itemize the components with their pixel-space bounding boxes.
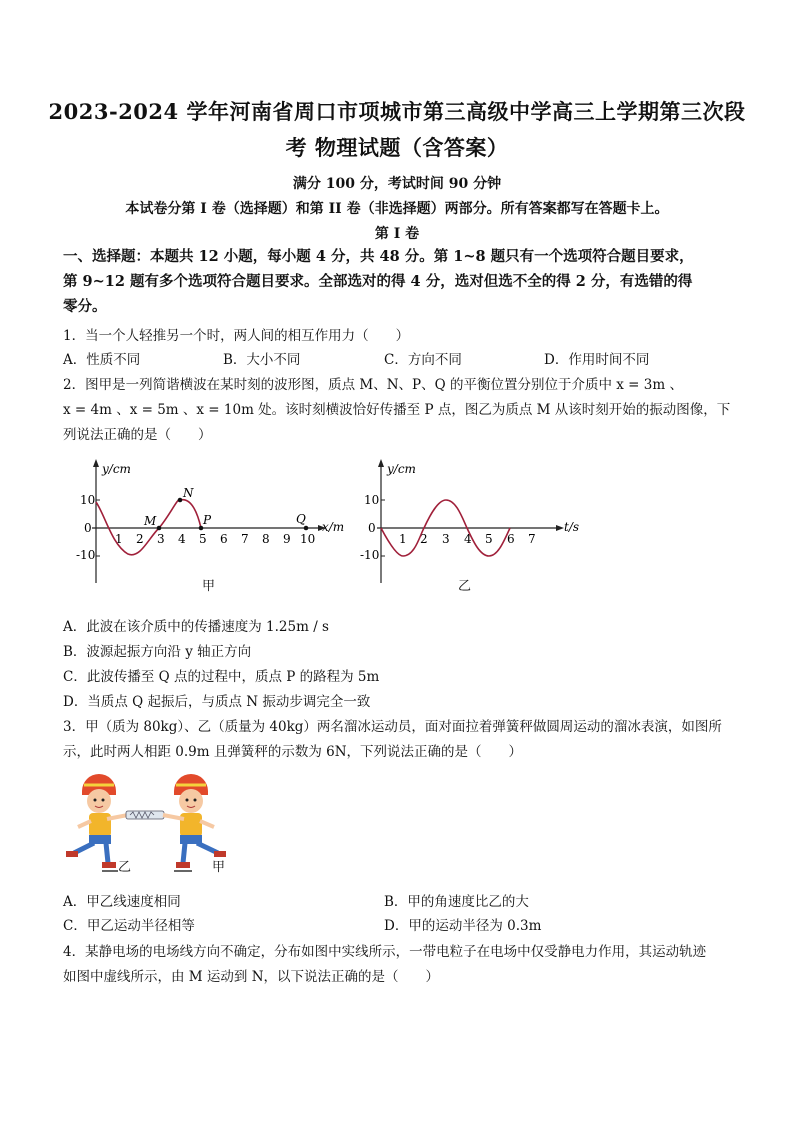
jia-x-tick: 9 [283, 532, 291, 546]
q1-stem: 1．当一个人轻推另一个时，两人间的相互作用力（ ） [63, 328, 410, 344]
yi-x-axis-label: t/s [564, 520, 580, 534]
jia-x-tick: 2 [136, 532, 144, 546]
skater-jia-label: 甲 [212, 860, 226, 875]
jia-y-axis-label: y/cm [102, 462, 131, 476]
q3-stem-line1: 3．甲（质为 80kg）、乙（质量为 40kg）两名溜冰运动员，面对面拉着弹簧秤做圆周运动的溜冰表演，如图所 [63, 719, 722, 735]
jia-x-ticks [115, 532, 315, 546]
jia-x-tick: 3 [157, 532, 165, 546]
figure-yi-caption: 乙 [458, 579, 472, 594]
jia-y-tick-neg10: -10 [76, 548, 96, 562]
yi-y-tick-neg10: -10 [360, 548, 380, 562]
q4-stem-line2: 如图中虚线所示，由 M 运动到 N，以下说法正确的是（ ） [63, 969, 440, 985]
section1-line1: 一、选择题：本题共 12 小题，每小题 4 分，共 48 分。第 1~8 题只有一个选项符合题目要求， [63, 248, 694, 265]
skater-yi-label: 乙 [118, 860, 132, 875]
yi-x-tick: 7 [528, 532, 536, 546]
section1-instructions [63, 244, 735, 319]
figure-jia-caption: 甲 [202, 579, 216, 594]
yi-x-tick: 1 [399, 532, 407, 546]
q2-option-a: A．此波在该介质中的传播速度为 1.25m / s [63, 619, 329, 635]
volume-heading: 第 I 卷 [374, 226, 420, 242]
exam-title-line2: 考 物理试题（含答案） [285, 135, 509, 160]
q1-option-c: C．方向不同 [384, 352, 462, 368]
score-time-note: 满分 100 分，考试时间 90 分钟 [292, 176, 502, 192]
yi-y-tick-0: 0 [368, 521, 376, 535]
yi-x-tick: 3 [442, 532, 450, 546]
figure-yi-vibration [350, 455, 600, 600]
yi-x-tick: 2 [420, 532, 428, 546]
q3-stem-line2: 示，此时两人相距 0.9m 且弹簧秤的示数为 6N，下列说法正确的是（ ） [63, 744, 523, 760]
q2-stem-line1: 2．图甲是一列简谐横波在某时刻的波形图，质点 M、N、P、Q 的平衡位置分别位于介质中 x = 3m 、 [63, 377, 683, 393]
point-m-label: M [144, 514, 157, 528]
jia-x-axis-label: x/m [322, 520, 345, 534]
point-n-label: N [183, 486, 194, 500]
q2-option-d: D．当质点 Q 起振后，与质点 N 振动步调完全一致 [63, 694, 371, 710]
yi-y-axis-label: y/cm [387, 462, 416, 476]
point-q-dot [304, 526, 309, 531]
jia-y-tick-0: 0 [84, 521, 92, 535]
q1-option-a: A．性质不同 [63, 352, 141, 368]
exam-title-line1: 2023-2024 学年河南省周口市项城市第三高级中学高三上学期第三次段 [48, 99, 746, 124]
jia-y-tick-10: 10 [80, 493, 96, 507]
section1-line3: 零分。 [63, 298, 107, 315]
q3-option-d: D．甲的运动半径为 0.3m [384, 918, 542, 934]
q4-stem-line1: 4．某静电场的电场线方向不确定，分布如图中实线所示，一带电粒子在电场中仅受静电力作用，其运动轨迹 [63, 944, 707, 960]
jia-x-tick: 5 [199, 532, 207, 546]
point-q-label: Q [296, 512, 306, 526]
point-m-dot [157, 526, 162, 531]
q3-option-c: C．甲乙运动半径相等 [63, 918, 195, 934]
jia-x-tick: 10 [300, 532, 316, 546]
q1-option-b: B．大小不同 [223, 352, 301, 368]
yi-x-tick: 5 [485, 532, 493, 546]
q2-option-c: C．此波传播至 Q 点的过程中，质点 P 的路程为 5m [63, 669, 380, 685]
yi-x-tick: 6 [507, 532, 515, 546]
q2-stem-line3: 列说法正确的是（ ） [63, 427, 212, 443]
point-n-dot [178, 498, 183, 503]
q3-option-b: B．甲的角速度比乙的大 [384, 894, 529, 910]
section1-line2: 第 9~12 题有多个选项符合题目要求。全部选对的得 4 分，选对但选不全的得 2 分，有选错的得 [63, 273, 693, 290]
yi-x-tick: 4 [464, 532, 472, 546]
q2-option-b: B．波源起振方向沿 y 轴正方向 [63, 644, 252, 660]
exam-intro: 本试卷分第 I 卷（选择题）和第 II 卷（非选择题）两部分。所有答案都写在答题卡上。 [125, 201, 669, 217]
jia-x-tick: 8 [262, 532, 270, 546]
jia-x-tick: 7 [241, 532, 249, 546]
jia-x-tick: 1 [115, 532, 123, 546]
yi-y-tick-10: 10 [364, 493, 380, 507]
point-p-label: P [203, 513, 212, 527]
jia-x-tick: 6 [220, 532, 228, 546]
q3-option-a: A．甲乙线速度相同 [63, 894, 181, 910]
q2-stem-line2: x = 4m 、x = 5m 、x = 10m 处。该时刻横波恰好传播至 P 点，图乙为质点 M 从该时刻开始的振动图像，下 [63, 402, 731, 418]
jia-x-tick: 4 [178, 532, 186, 546]
q1-option-d: D．作用时间不同 [544, 352, 650, 368]
